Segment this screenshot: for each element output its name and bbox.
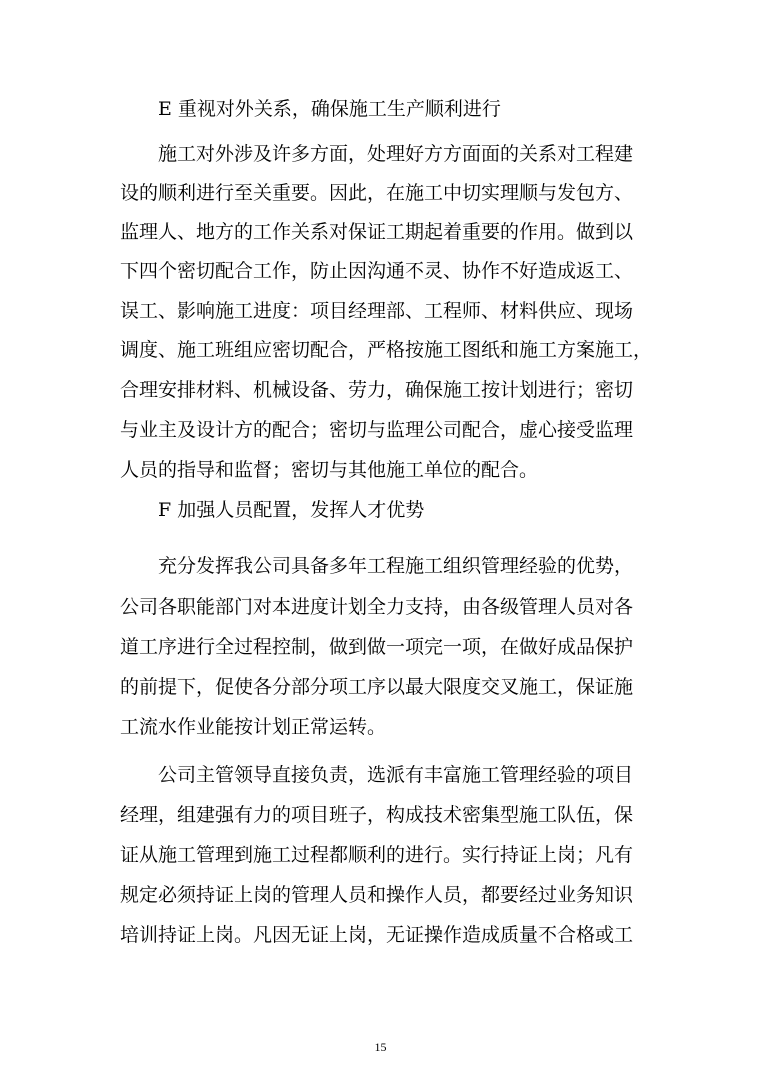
text-line: 下四个密切配合工作，防止因沟通不灵、协作不好造成返工、 [120,260,634,282]
text-line: 证从施工管理到施工过程都顺利的进行。实行持证上岗；凡有 [120,844,634,866]
text-line: 培训持证上岗。凡因无证上岗，无证操作造成质量不合格或工 [120,924,634,946]
page-number: 15 [374,1040,387,1054]
section-f-heading: F 加强人员配置，发挥人才优势 [158,499,425,521]
section-e-heading: E 重视对外关系，确保施工生产顺利进行 [158,98,501,120]
text-line: 与业主及设计方的配合；密切与监理公司配合，虚心接受监理 [120,419,634,441]
text-line: 规定必须持证上岗的管理人员和操作人员，都要经过业务知识 [120,884,634,906]
text-line: 施工对外涉及许多方面，处理好方方面面的关系对工程建 [158,143,634,165]
text-line: 经理，组建强有力的项目班子，构成技术密集型施工队伍，保 [120,804,634,826]
text-line: 设的顺利进行至关重要。因此，在施工中切实理顺与发包方、 [120,182,634,204]
text-line: 道工序进行全过程控制，做到做一项完一项，在做好成品保护 [120,636,634,658]
text-line: 合理安排材料、机械设备、劳力，确保施工按计划进行；密切 [120,379,634,401]
text-line: 的前提下，促使各分部分项工序以最大限度交叉施工，保证施 [120,676,634,698]
text-line: 人员的指导和监督；密切与其他施工单位的配合。 [120,459,539,481]
text-line: 监理人、地方的工作关系对保证工期起着重要的作用。做到以 [120,221,634,243]
text-line: 调度、施工班组应密切配合，严格按施工图纸和施工方案施工， [120,339,653,361]
text-line: 公司主管领导直接负责，选派有丰富施工管理经验的项目 [158,764,634,786]
text-line: 充分发挥我公司具备多年工程施工组织管理经验的优势， [158,555,634,577]
text-line: 误工、影响施工进度：项目经理部、工程师、材料供应、现场 [120,300,634,322]
text-line: 工流水作业能按计划正常运转。 [120,716,387,738]
text-line: 公司各职能部门对本进度计划全力支持，由各级管理人员对各 [120,596,634,618]
